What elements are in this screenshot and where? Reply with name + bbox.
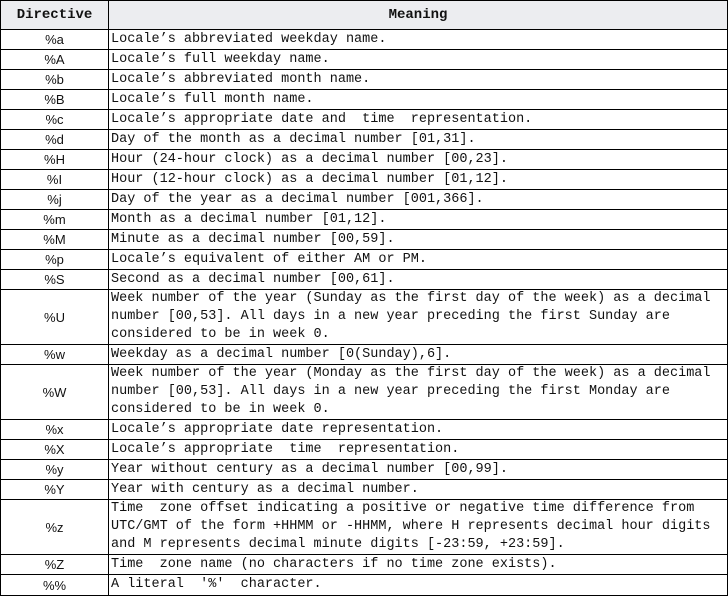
directive-cell: %m xyxy=(1,210,109,230)
table-row xyxy=(1,440,728,460)
table-row xyxy=(1,170,728,190)
directive-cell: %B xyxy=(1,90,109,110)
meaning-cell: Second as a decimal number [00,61]. xyxy=(109,270,728,290)
meaning-cell: Locale’s full weekday name. xyxy=(109,50,728,70)
directive-cell: %w xyxy=(1,345,109,365)
header-row xyxy=(1,1,728,30)
meaning-cell: Weekday as a decimal number [0(Sunday),6]. xyxy=(109,345,728,365)
meaning-cell: Locale’s appropriate date representation. xyxy=(109,420,728,440)
meaning-cell: Day of the month as a decimal number [01,31]. xyxy=(109,130,728,150)
meaning-cell: Hour (12-hour clock) as a decimal number [01,12]. xyxy=(109,170,728,190)
meaning-cell: A literal '%' character. xyxy=(109,575,728,596)
table-row xyxy=(1,270,728,290)
table-row xyxy=(1,110,728,130)
table-row xyxy=(1,90,728,110)
directive-cell: %A xyxy=(1,50,109,70)
table-row xyxy=(1,365,728,420)
meaning-cell: Locale’s abbreviated weekday name. xyxy=(109,30,728,50)
directive-cell: %% xyxy=(1,575,109,596)
meaning-cell: Year without century as a decimal number [00,99]. xyxy=(109,460,728,480)
table-row xyxy=(1,420,728,440)
table-row xyxy=(1,50,728,70)
directive-cell: %X xyxy=(1,440,109,460)
table-row xyxy=(1,230,728,250)
meaning-column-header: Meaning xyxy=(109,1,728,30)
directive-cell: %d xyxy=(1,130,109,150)
directive-cell: %p xyxy=(1,250,109,270)
meaning-cell: Time zone name (no characters if no time zone exists). xyxy=(109,555,728,575)
directive-cell: %S xyxy=(1,270,109,290)
meaning-cell: Day of the year as a decimal number [001,366]. xyxy=(109,190,728,210)
directive-cell: %j xyxy=(1,190,109,210)
table-row xyxy=(1,480,728,500)
table-row xyxy=(1,290,728,345)
table-row xyxy=(1,30,728,50)
table-row xyxy=(1,210,728,230)
directive-cell: %I xyxy=(1,170,109,190)
table-row xyxy=(1,555,728,575)
directive-cell: %z xyxy=(1,500,109,555)
table-row xyxy=(1,575,728,596)
meaning-cell: Locale’s abbreviated month name. xyxy=(109,70,728,90)
directive-column-header: Directive xyxy=(1,1,109,30)
table-row xyxy=(1,130,728,150)
directive-cell: %U xyxy=(1,290,109,345)
meaning-cell: Week number of the year (Sunday as the first day of the week) as a decimal number [00,53]. All days in a new year preceding the first Sunday are considered to be in week 0. xyxy=(109,290,728,345)
meaning-cell: Time zone offset indicating a positive or negative time difference from UTC/GMT of the form +HHMM or -HHMM, where H represents decimal hour digits and M represents decimal minute digits [-23:59, +23:59]. xyxy=(109,500,728,555)
meaning-cell: Locale’s appropriate date and time representation. xyxy=(109,110,728,130)
meaning-cell: Week number of the year (Monday as the first day of the week) as a decimal number [00,53]. All days in a new year preceding the first Monday are considered to be in week 0. xyxy=(109,365,728,420)
table-row xyxy=(1,345,728,365)
meaning-cell: Hour (24-hour clock) as a decimal number [00,23]. xyxy=(109,150,728,170)
table-row xyxy=(1,500,728,555)
directive-cell: %H xyxy=(1,150,109,170)
directive-cell: %M xyxy=(1,230,109,250)
table-row xyxy=(1,250,728,270)
directive-cell: %a xyxy=(1,30,109,50)
directive-cell: %x xyxy=(1,420,109,440)
meaning-cell: Locale’s appropriate time representation. xyxy=(109,440,728,460)
directive-cell: %Y xyxy=(1,480,109,500)
meaning-cell: Locale’s full month name. xyxy=(109,90,728,110)
directive-cell: %y xyxy=(1,460,109,480)
table-row xyxy=(1,460,728,480)
directive-cell: %c xyxy=(1,110,109,130)
meaning-cell: Minute as a decimal number [00,59]. xyxy=(109,230,728,250)
meaning-cell: Year with century as a decimal number. xyxy=(109,480,728,500)
meaning-cell: Locale’s equivalent of either AM or PM. xyxy=(109,250,728,270)
directive-cell: %Z xyxy=(1,555,109,575)
table-row xyxy=(1,190,728,210)
meaning-cell: Month as a decimal number [01,12]. xyxy=(109,210,728,230)
table-row xyxy=(1,150,728,170)
directive-cell: %b xyxy=(1,70,109,90)
directive-cell: %W xyxy=(1,365,109,420)
table-row xyxy=(1,70,728,90)
